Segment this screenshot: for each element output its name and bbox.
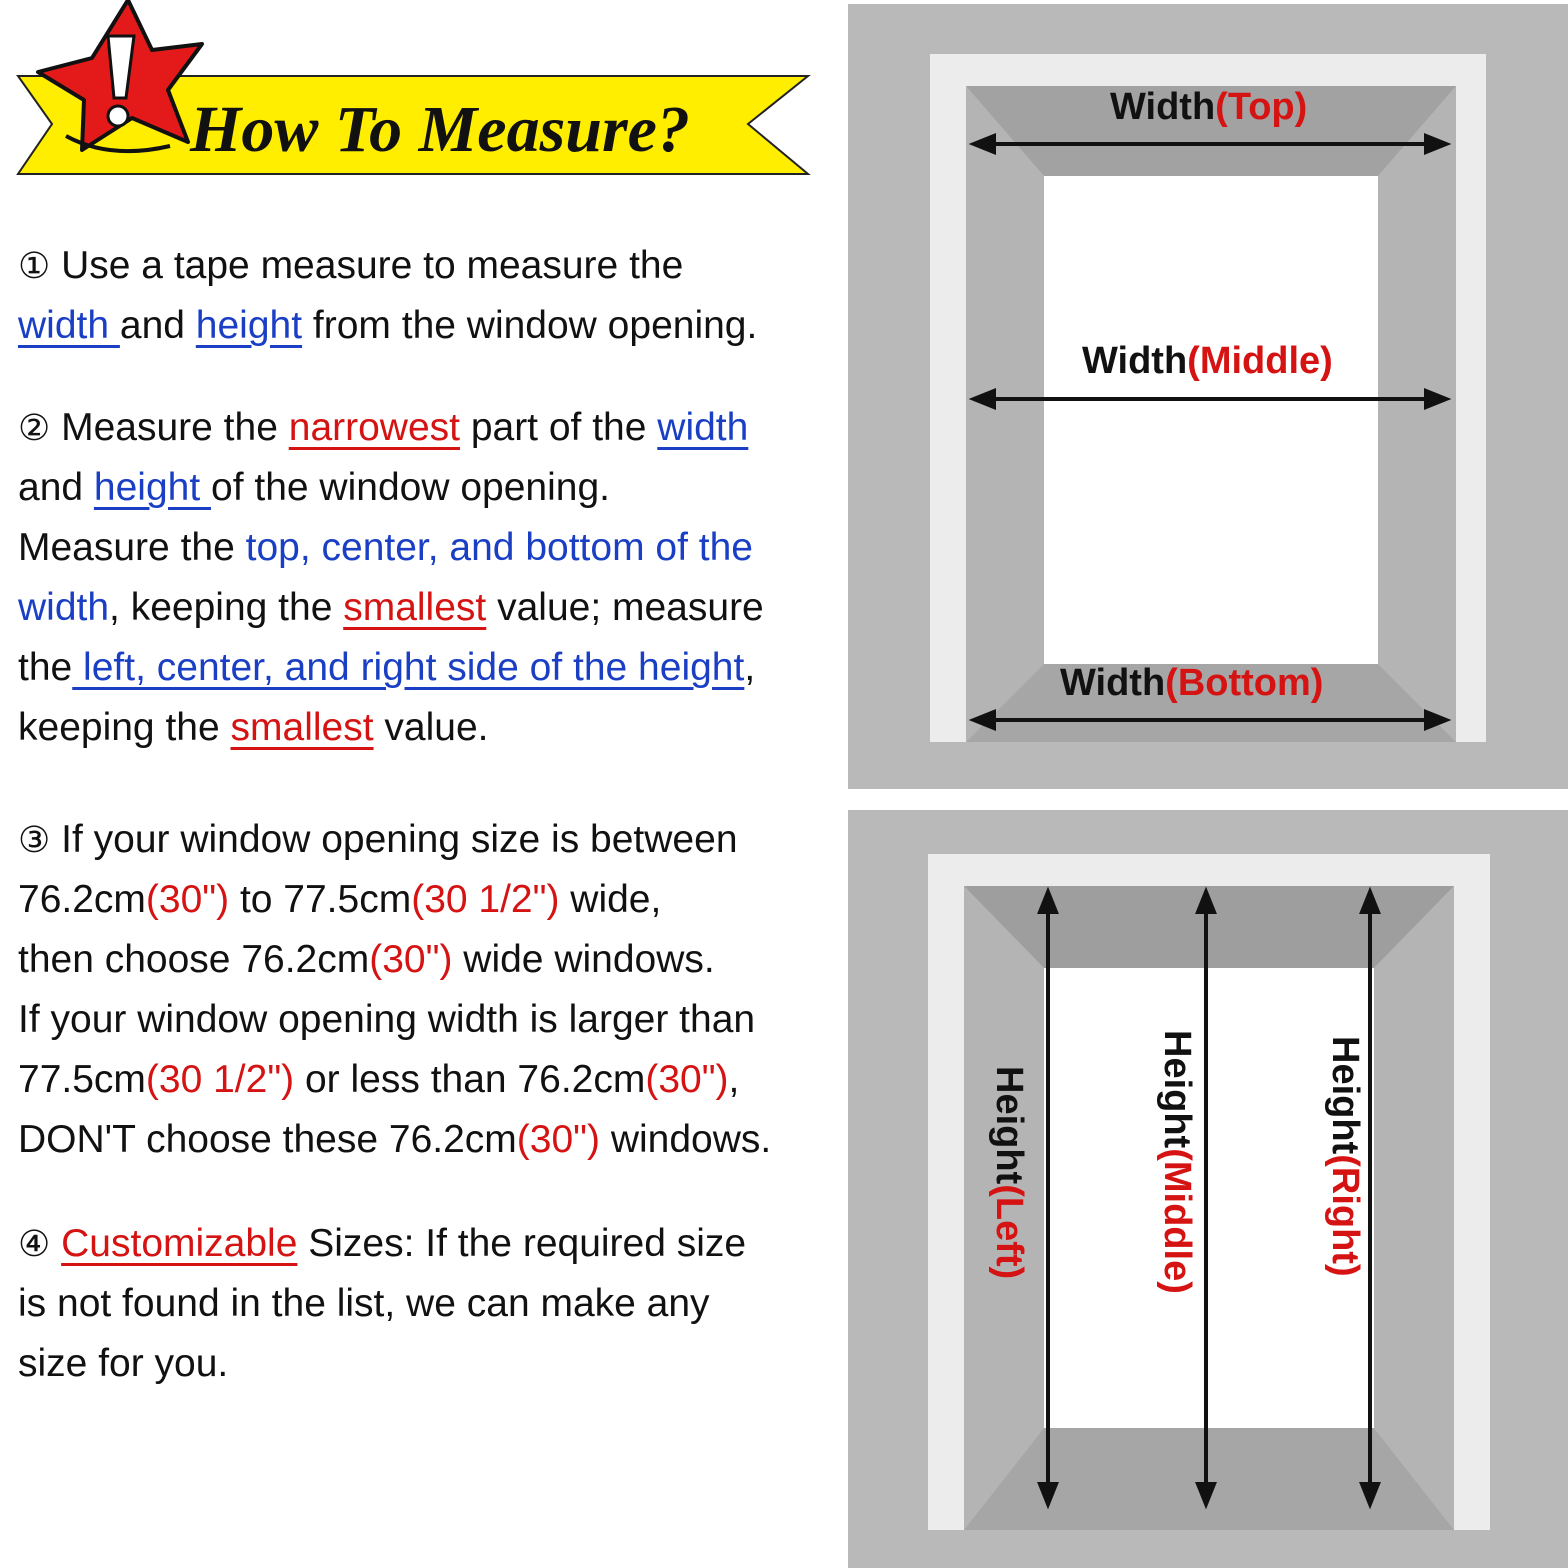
step-number: ②: [18, 408, 51, 449]
text-segment: Measure the: [50, 406, 289, 449]
step-4: [18, 1214, 746, 1394]
width-top-label: Width(Top): [1110, 86, 1308, 128]
text-segment: wide windows.: [452, 938, 715, 981]
step-line: [18, 990, 771, 1050]
step-line: [18, 458, 764, 518]
step-line: [18, 638, 764, 698]
text-segment: size for you.: [18, 1342, 229, 1385]
text-segment: (30"): [145, 878, 230, 921]
text-segment: (30 1/2"): [145, 1058, 295, 1101]
text-segment: to 77.5cm: [229, 878, 412, 921]
text-segment: keeping the: [18, 706, 231, 749]
text-segment: , keeping the: [109, 586, 344, 629]
page-title: How To Measure?: [190, 93, 690, 166]
text-segment: value.: [373, 706, 489, 749]
text-segment: top, center, and bottom of the: [245, 526, 753, 569]
height-middle-label: Height(Middle): [1156, 1030, 1198, 1294]
step-line: [18, 698, 764, 758]
text-segment: or less than 76.2cm: [294, 1058, 646, 1101]
text-segment: then choose 76.2cm: [18, 938, 370, 981]
width-bottom-label: Width(Bottom): [1060, 662, 1324, 704]
text-segment: windows.: [600, 1118, 772, 1161]
step-line: [18, 1274, 746, 1334]
width-diagram: [848, 4, 1568, 789]
text-segment: Measure the: [18, 526, 246, 569]
text-segment: (30"): [516, 1118, 600, 1161]
step-line: [18, 1334, 746, 1394]
text-segment: (30"): [645, 1058, 729, 1101]
step-line: [18, 518, 764, 578]
text-segment: Customizable: [61, 1222, 298, 1265]
text-segment: Sizes: If the required size: [297, 1222, 747, 1265]
text-segment: (30 1/2"): [411, 878, 560, 921]
text-segment: smallest: [343, 586, 487, 629]
step-line: [18, 810, 771, 870]
text-segment: Use a tape measure to measure the: [50, 244, 684, 287]
step-number: ①: [18, 246, 51, 287]
text-segment: part of the: [459, 406, 658, 449]
text-segment: ,: [744, 646, 756, 689]
text-segment: of the window opening.: [211, 466, 610, 509]
step-line: [18, 1214, 746, 1274]
text-segment: 77.5cm: [18, 1058, 146, 1101]
step-line: [18, 1110, 771, 1170]
text-segment: from the window opening.: [302, 304, 758, 347]
step-3: [18, 810, 771, 1170]
step-number: ③: [18, 820, 51, 861]
step-line: [18, 930, 771, 990]
text-segment: height: [93, 466, 212, 509]
text-segment: and: [119, 304, 196, 347]
text-segment: the: [18, 646, 73, 689]
height-diagram: [848, 810, 1568, 1568]
text-segment: left, center, and right side of the height: [72, 646, 745, 689]
height-left-label: Height(Left): [988, 1066, 1030, 1280]
step-1: [18, 236, 757, 356]
window-opening: [1044, 176, 1378, 664]
text-segment: If your window opening size is between: [50, 818, 738, 861]
text-segment: narrowest: [288, 406, 460, 449]
step-line: [18, 578, 764, 638]
text-segment: (30"): [369, 938, 453, 981]
step-line: [18, 398, 764, 458]
text-segment: DON'T choose these 76.2cm: [18, 1118, 517, 1161]
text-segment: width: [18, 304, 120, 347]
text-segment: smallest: [230, 706, 374, 749]
text-segment: If your window opening width is larger than: [18, 998, 756, 1041]
text-segment: 76.2cm: [18, 878, 146, 921]
text-segment: [50, 1222, 61, 1265]
width-middle-label: Width(Middle): [1082, 340, 1333, 382]
step-line: [18, 1050, 771, 1110]
step-line: [18, 296, 757, 356]
step-line: [18, 870, 771, 930]
step-2: [18, 398, 764, 758]
text-segment: width: [657, 406, 749, 449]
how-to-measure-banner: [0, 0, 820, 200]
text-segment: value; measure: [486, 586, 764, 629]
text-segment: height: [195, 304, 303, 347]
text-segment: ,: [728, 1058, 740, 1101]
text-segment: is not found in the list, we can make any: [18, 1282, 710, 1325]
step-number: ④: [18, 1224, 51, 1265]
text-segment: and: [18, 466, 94, 509]
height-right-label: Height(Right): [1324, 1036, 1366, 1277]
text-segment: wide,: [559, 878, 662, 921]
text-segment: width: [18, 586, 110, 629]
step-line: [18, 236, 757, 296]
